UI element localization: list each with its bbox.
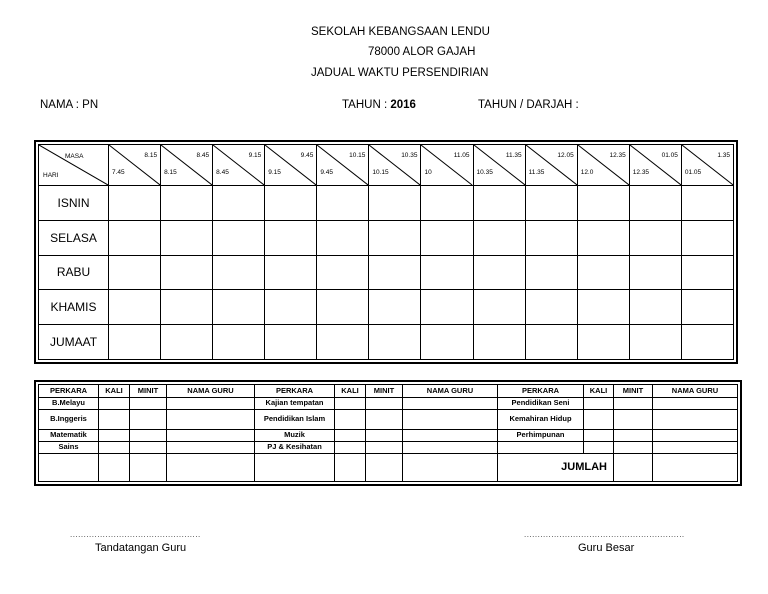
timetable-cell[interactable] [421,220,473,255]
blank-cell [130,454,167,482]
timetable-cell[interactable] [473,220,525,255]
timetable-cell[interactable] [161,290,213,325]
time-slot-header [369,145,421,186]
slot-end-time: 11.35 [505,152,522,159]
timetable-cell[interactable] [577,220,629,255]
timetable-cell[interactable] [265,290,317,325]
subject-name: Perhimpunan [498,430,584,442]
signature-line-teacher: ................................................ [70,530,201,539]
timetable [34,140,738,364]
subject-name: Kajian tempatan [255,398,335,410]
timetable-cell[interactable] [681,325,733,360]
school-name: SEKOLAH KEBANGSAAN LENDU [311,26,490,38]
slot-end-time: 9.45 [300,152,314,159]
tahun-value: 2016 [390,99,416,111]
blank-cell [335,454,366,482]
column-header: PERKARA [255,385,335,398]
timetable-cell[interactable] [161,220,213,255]
time-slot-header [317,145,369,186]
slot-start-time: 11.35 [528,169,545,176]
kali-cell[interactable] [584,430,614,442]
timetable-cell[interactable] [109,186,161,221]
timetable-cell[interactable] [109,290,161,325]
kali-cell[interactable] [99,442,130,454]
column-header: KALI [99,385,130,398]
slot-start-time: 10.35 [476,169,493,176]
time-slot-header [265,145,317,186]
kali-cell[interactable] [335,442,366,454]
day-label: KHAMIS [39,290,109,325]
slot-start-time: 9.15 [268,169,281,176]
slot-end-time: 8.15 [144,152,158,159]
tahun-label: TAHUN : [342,99,391,111]
blank-cell [366,454,403,482]
nama-guru-cell[interactable] [403,442,498,454]
slot-end-time: 1.35 [717,152,730,159]
timetable-cell[interactable] [369,290,421,325]
time-slot-header [161,145,213,186]
column-header: KALI [584,385,614,398]
timetable-cell[interactable] [213,325,265,360]
slot-start-time: 10 [424,169,432,176]
column-header: NAMA GURU [403,385,498,398]
timetable-cell[interactable] [473,186,525,221]
column-header: NAMA GURU [167,385,255,398]
day-row [39,255,734,290]
minit-cell[interactable] [366,410,403,430]
timetable-cell[interactable] [629,325,681,360]
timetable-cell[interactable] [473,290,525,325]
subject-header-row [39,385,738,398]
timetable-cell[interactable] [629,255,681,290]
nama-guru-cell[interactable] [167,410,255,430]
timetable-cell[interactable] [681,290,733,325]
school-address: 78000 ALOR GAJAH [368,46,476,58]
slot-end-time: 8.45 [196,152,210,159]
slot-start-time: 8.15 [164,169,177,176]
slot-end-time: 10.35 [401,152,418,159]
day-label: ISNIN [39,186,109,221]
subject-row [39,430,738,442]
timetable-cell[interactable] [473,255,525,290]
minit-cell[interactable] [614,430,653,442]
time-slot-header [109,145,161,186]
nama-guru-cell[interactable] [167,442,255,454]
slot-start-time: 01.05 [684,169,702,176]
blank-cell [255,454,335,482]
timetable-cell[interactable] [629,186,681,221]
masa-label: MASA [65,153,84,160]
nama-guru-cell[interactable] [403,430,498,442]
timetable-cell[interactable] [369,255,421,290]
blank-cell [653,454,738,482]
nama-guru-cell[interactable] [167,398,255,410]
slot-start-time: 10.15 [372,169,389,176]
timetable-cell[interactable] [369,325,421,360]
timetable-cell[interactable] [681,186,733,221]
minit-cell[interactable] [130,410,167,430]
time-slot-header [213,145,265,186]
timetable-cell[interactable] [265,186,317,221]
nama-guru-cell[interactable] [653,430,738,442]
timetable-cell[interactable] [369,220,421,255]
minit-cell[interactable] [130,442,167,454]
timetable-cell[interactable] [317,290,369,325]
timetable-cell[interactable] [109,220,161,255]
kali-cell[interactable] [584,410,614,430]
subject-name: Matematik [39,430,99,442]
kali-cell[interactable] [335,410,366,430]
kali-cell[interactable] [584,442,614,454]
subject-row [39,398,738,410]
timetable-cell[interactable] [525,325,577,360]
time-slot-header [577,145,629,186]
timetable-cell[interactable] [421,186,473,221]
minit-cell[interactable] [130,430,167,442]
slot-start-time: 12.35 [632,169,650,176]
timetable-cell[interactable] [525,186,577,221]
subject-name: B.Melayu [39,398,99,410]
document-title: JADUAL WAKTU PERSENDIRIAN [311,67,489,79]
timetable-cell[interactable] [525,255,577,290]
timetable-cell[interactable] [577,325,629,360]
blank-cell [403,454,498,482]
timetable-cell[interactable] [473,325,525,360]
subject-name: Sains [39,442,99,454]
day-row [39,186,734,221]
timetable-cell[interactable] [213,290,265,325]
nama-guru-cell[interactable] [653,398,738,410]
kali-cell[interactable] [99,410,130,430]
timetable-cell[interactable] [369,186,421,221]
nama-guru-cell[interactable] [167,430,255,442]
timetable-cell[interactable] [577,186,629,221]
hari-label: HARI [43,172,59,179]
column-header: KALI [335,385,366,398]
column-header: PERKARA [498,385,584,398]
timetable-cell[interactable] [629,290,681,325]
slot-start-time: 9.45 [320,169,333,176]
timetable-cell[interactable] [681,220,733,255]
subject-name: PJ & Kesihatan [255,442,335,454]
jumlah-label: JUMLAH [498,454,614,482]
timetable-cell[interactable] [161,255,213,290]
subject-name: B.Inggeris [39,410,99,430]
subject-name: Kemahiran Hidup [498,410,584,430]
subject-row [39,410,738,430]
timetable-cell[interactable] [109,325,161,360]
timetable-corner-cell [39,145,109,186]
timetable-cell[interactable] [109,255,161,290]
total-minit-cell[interactable] [614,454,653,482]
subject-name: Pendidikan Islam [255,410,335,430]
time-slot-header [421,145,473,186]
column-header: MINIT [366,385,403,398]
timetable-cell[interactable] [525,290,577,325]
slot-end-time: 12.35 [609,152,626,159]
timetable-cell[interactable] [213,220,265,255]
timetable-cell[interactable] [317,255,369,290]
slot-end-time: 12.05 [557,152,574,159]
timetable-cell[interactable] [577,255,629,290]
nama-guru-cell[interactable] [653,410,738,430]
timetable-cell[interactable] [265,255,317,290]
timetable-cell[interactable] [421,255,473,290]
slot-end-time: 10.15 [349,152,366,159]
day-row [39,220,734,255]
minit-cell[interactable] [366,398,403,410]
slot-start-time: 12.0 [580,169,594,176]
nama-guru-cell[interactable] [653,442,738,454]
day-label: JUMAAT [39,325,109,360]
column-header: PERKARA [39,385,99,398]
signature-line-principal: ........................................................... [524,530,685,539]
timetable-cell[interactable] [213,255,265,290]
nama-label: NAMA : PN [40,99,99,111]
timetable-cell[interactable] [681,255,733,290]
time-slot-header [525,145,577,186]
column-header: MINIT [130,385,167,398]
day-row [39,325,734,360]
timetable-cell[interactable] [265,220,317,255]
subject-row [39,442,738,454]
subject-name: Muzik [255,430,335,442]
timetable-cell[interactable] [629,220,681,255]
slot-end-time: 01.05 [661,152,678,159]
timetable-cell[interactable] [265,325,317,360]
timetable-cell[interactable] [161,186,213,221]
kali-cell[interactable] [99,398,130,410]
kali-cell[interactable] [99,430,130,442]
nama-guru-cell[interactable] [403,398,498,410]
kali-cell[interactable] [335,430,366,442]
slot-start-time: 7.45 [112,169,125,176]
day-label: SELASA [39,220,109,255]
column-header: MINIT [614,385,653,398]
timetable-cell[interactable] [161,325,213,360]
kali-cell[interactable] [584,398,614,410]
minit-cell[interactable] [614,398,653,410]
time-slot-header [629,145,681,186]
blank-cell [167,454,255,482]
timetable-cell[interactable] [317,325,369,360]
timetable-cell[interactable] [317,186,369,221]
day-label: RABU [39,255,109,290]
time-slot-header [473,145,525,186]
timetable-cell[interactable] [577,290,629,325]
minit-cell[interactable] [366,430,403,442]
total-row [39,454,738,482]
timetable-cell[interactable] [525,220,577,255]
tahun-field [342,99,416,111]
minit-cell[interactable] [366,442,403,454]
slot-start-time: 8.45 [216,169,229,176]
kali-cell[interactable] [335,398,366,410]
timetable-cell[interactable] [421,290,473,325]
timetable-header-row [39,145,734,186]
minit-cell[interactable] [130,398,167,410]
time-slot-header [681,145,733,186]
subject-summary-table [34,380,742,486]
darjah-label: TAHUN / DARJAH : [478,99,579,111]
slot-end-time: 11.05 [453,152,470,159]
teacher-signature-label: Tandatangan Guru [95,542,187,554]
day-row [39,290,734,325]
column-header: NAMA GURU [653,385,738,398]
minit-cell[interactable] [614,410,653,430]
subject-name [498,442,584,454]
blank-cell [99,454,130,482]
subject-name: Pendidikan Seni [498,398,584,410]
minit-cell[interactable] [614,442,653,454]
principal-signature-label: Guru Besar [578,542,635,554]
blank-cell [39,454,99,482]
timetable-cell[interactable] [317,220,369,255]
timetable-cell[interactable] [421,325,473,360]
slot-end-time: 9.15 [248,152,262,159]
nama-guru-cell[interactable] [403,410,498,430]
timetable-cell[interactable] [213,186,265,221]
